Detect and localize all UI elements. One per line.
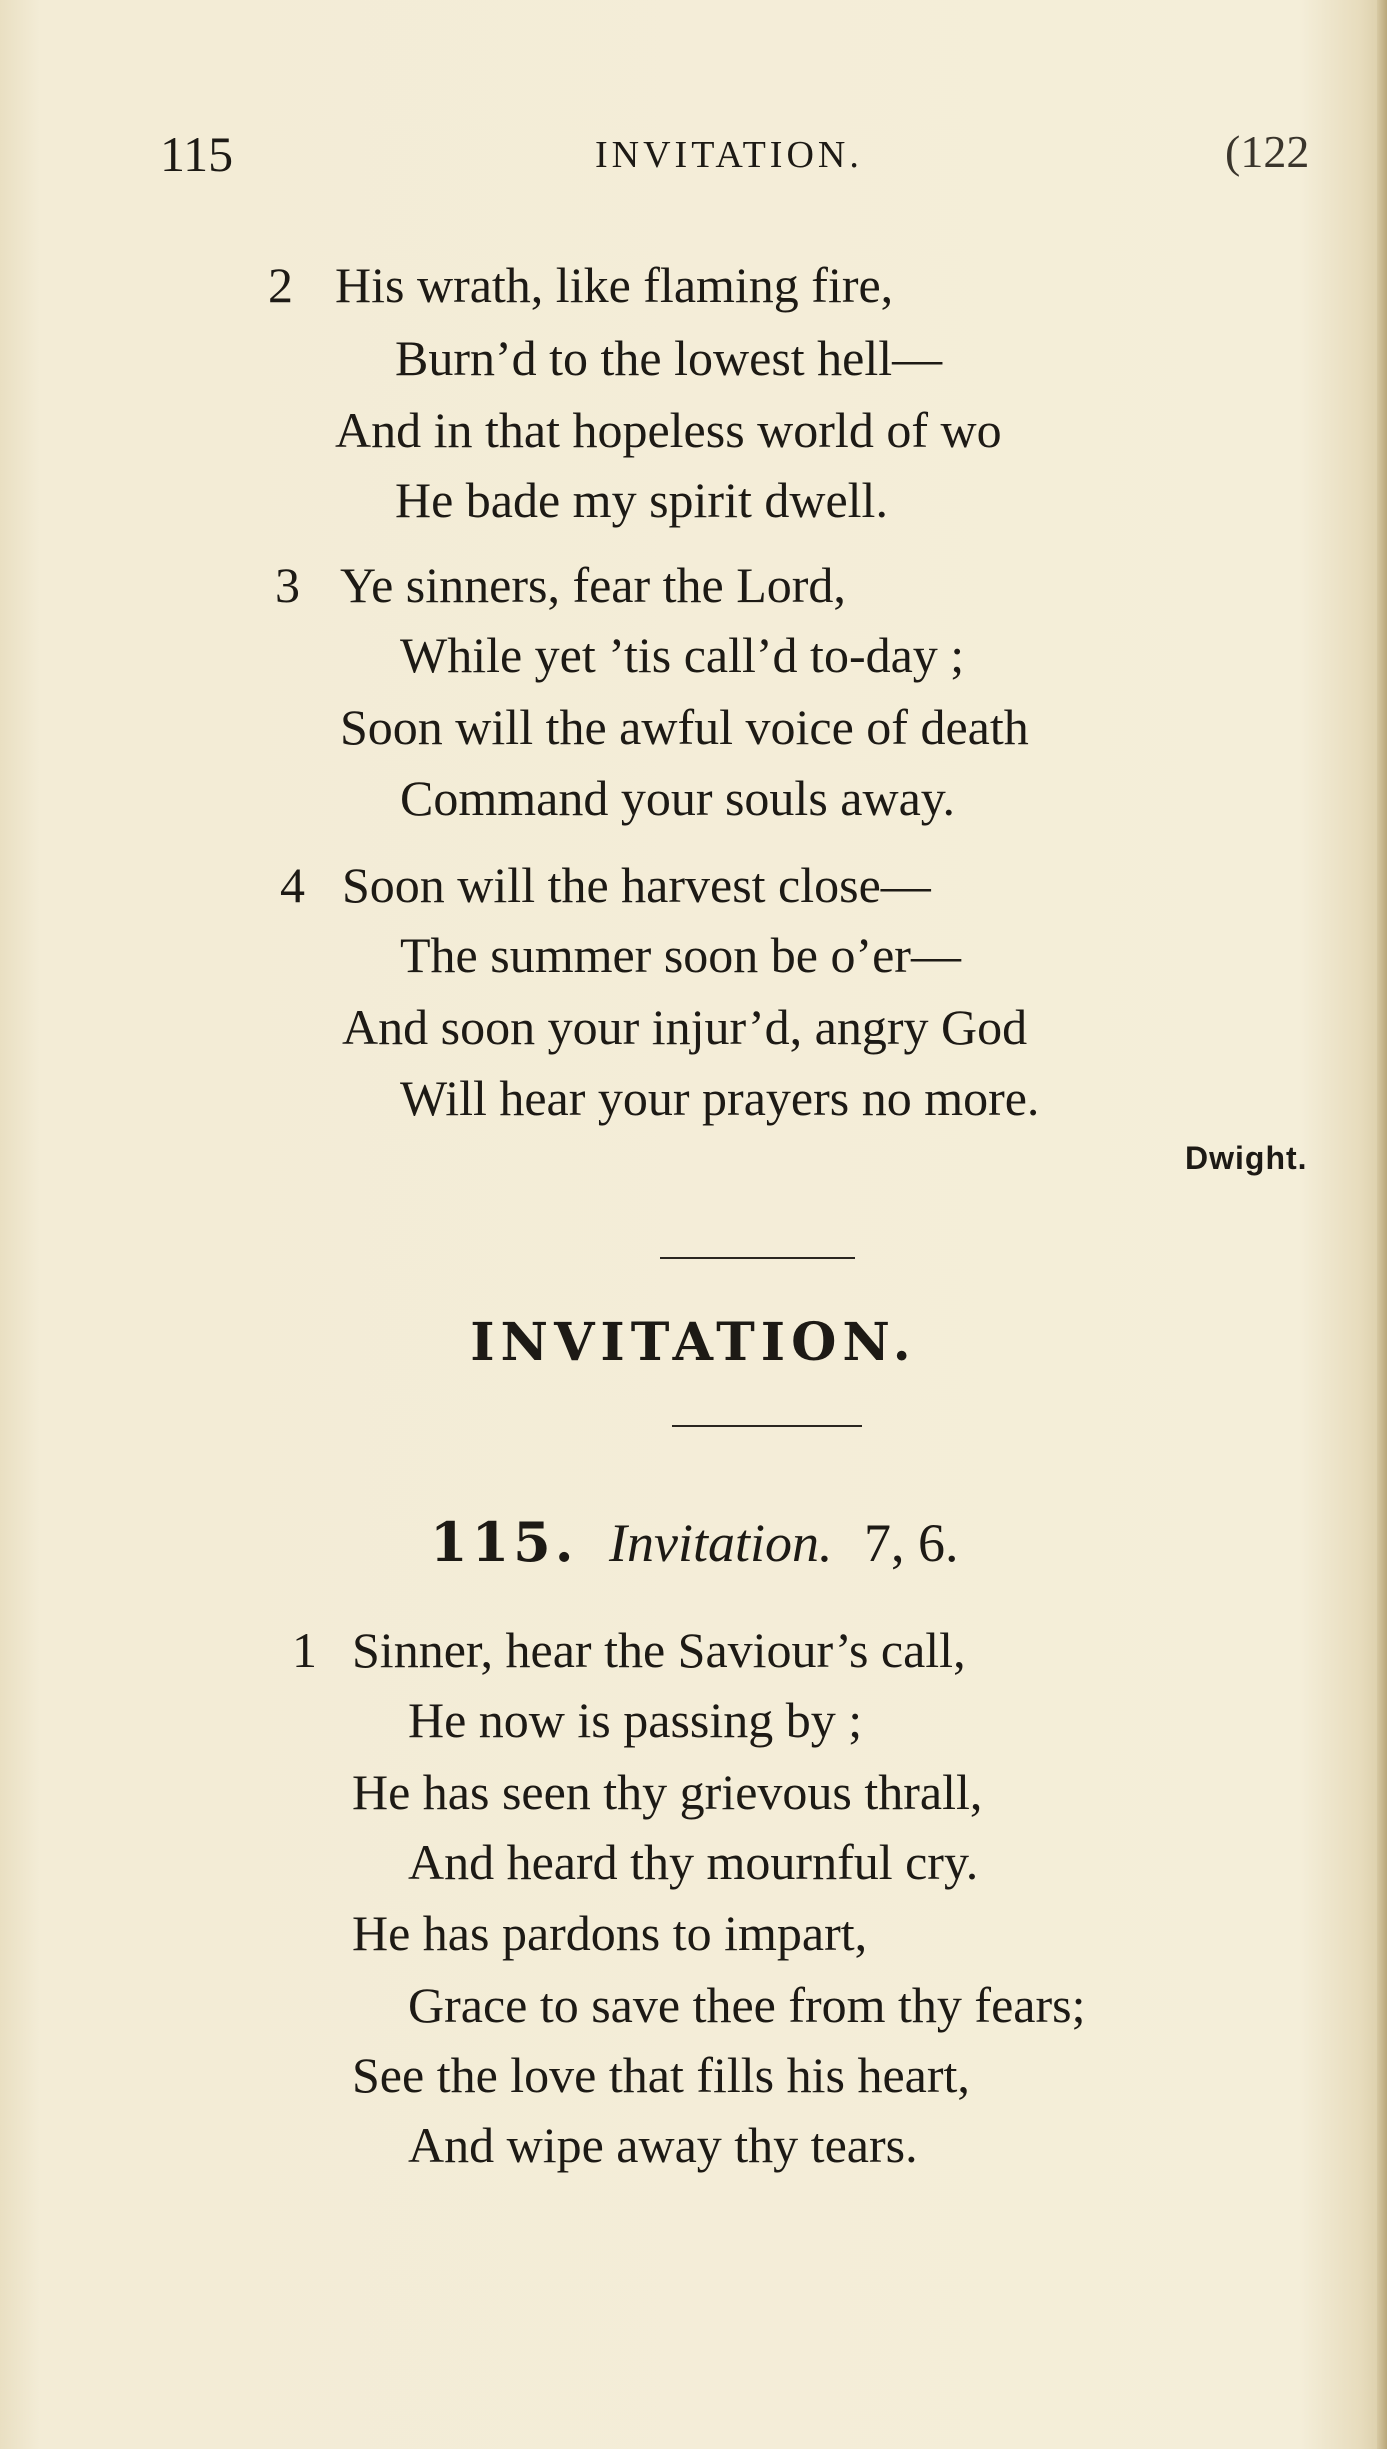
stanza-number: 4 [280,857,305,913]
verse-line: He has seen thy grievous thrall, [352,1764,983,1820]
verse-line: Soon will the harvest close— [342,857,931,913]
divider-rule [660,1257,855,1259]
hymn-meter: 7, 6. [864,1513,959,1573]
verse-line: His wrath, like flaming fire, [335,257,894,313]
verse-line: The summer soon be o’er— [400,927,961,983]
verse-line: Ye sinners, fear the Lord, [340,557,846,613]
verse-line: Burn’d to the lowest hell— [395,330,943,386]
page-number: 115 [160,126,234,182]
verse-line: He now is passing by ; [408,1692,863,1748]
page-header [0,125,1387,195]
verse-line: Command your souls away. [400,770,956,826]
verse-line: And wipe away thy tears. [408,2117,918,2173]
verse-line: Sinner, hear the Saviour’s call, [352,1622,966,1678]
verse-line: Grace to save thee from thy fears; [408,1977,1086,2033]
verse-line: While yet ’tis call’d to-day ; [400,627,965,683]
verse-line: Soon will the awful voice of death [340,699,1029,755]
verse-line: And soon your injur’d, angry God [342,999,1028,1055]
verse-line: See the love that fills his heart, [352,2047,970,2103]
hymn-number: 115. [430,1510,578,1574]
verse-line: And in that hopeless world of wo [335,402,1002,458]
verse-line: Will hear your prayers no more. [400,1070,1040,1126]
stanza-number: 1 [292,1622,317,1678]
section-title: INVITATION. [470,1312,917,1373]
stanza-number: 2 [268,257,293,313]
divider-rule [672,1425,862,1427]
verse-line: He has pardons to impart, [352,1905,868,1961]
corner-mark: (122 [1225,126,1310,177]
hymn-title: Invitation. [609,1513,833,1573]
stanza-number: 3 [275,557,300,613]
running-head: INVITATION. [595,134,863,176]
verse-line: He bade my spirit dwell. [395,472,888,528]
hymn-heading [430,1510,959,1574]
author-attribution: Dwight. [1185,1140,1308,1176]
page-edge [1377,0,1387,2449]
verse-line: And heard thy mournful cry. [408,1834,979,1890]
